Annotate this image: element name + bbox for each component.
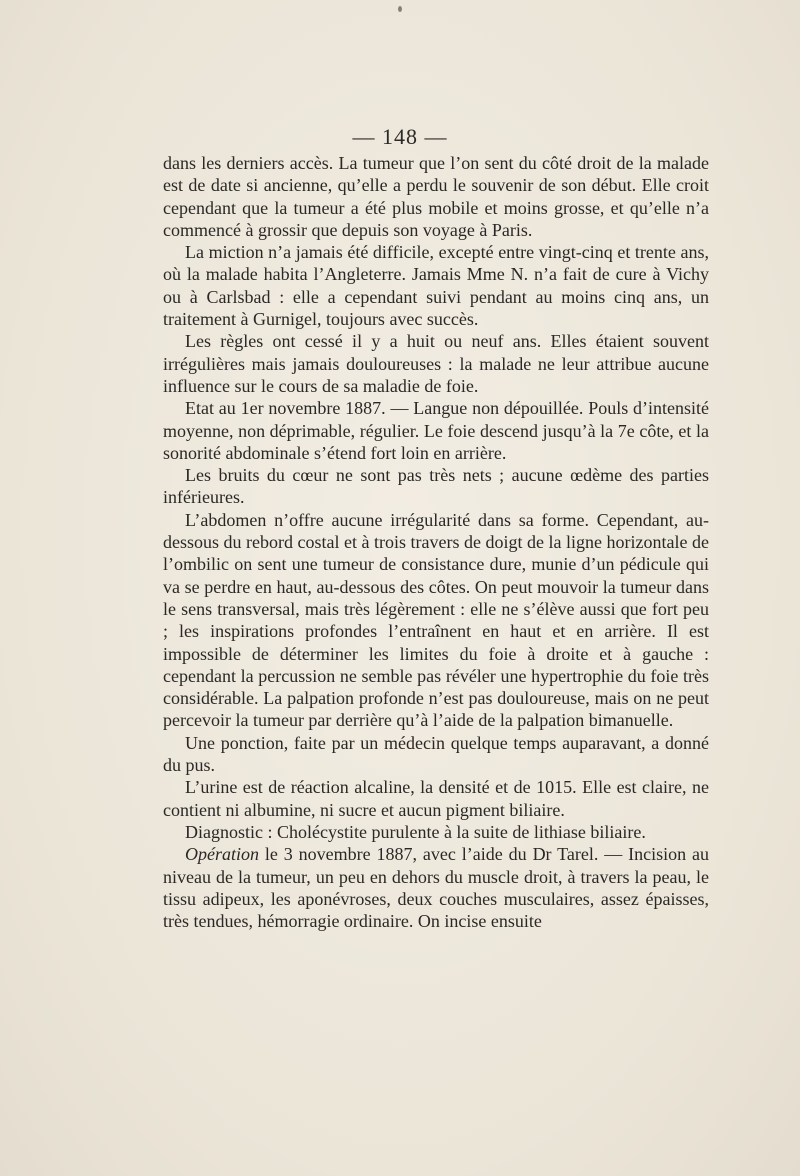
- paragraph: Une ponction, faite par un médecin quelque temps auparavant, a donné du pus.: [163, 732, 709, 776]
- page-number: — 148 —: [352, 124, 448, 149]
- paragraph: Les règles ont cessé il y a huit ou neuf ans. Elles étaient souvent irrégulières mais jamais douloureuses : la malade ne leur attribue aucune influence sur le cours de sa maladie de foie.: [163, 331, 709, 396]
- paragraph: La miction n’a jamais été difficile, excepté entre vingt-cinq et trente ans, où la malade habita l’Angleterre. Jamais Mme N. n’a fait de cure à Vichy ou à Carlsbad : elle a cependant suivi pendant au moins cinq ans, un traitement à Gurnigel, toujours avec succès.: [163, 242, 709, 330]
- operation-text: le 3 novembre 1887, avec l’aide du Dr Tarel. — Incision au niveau de la tumeur, un peu en dehors du muscle droit, à travers la peau, le tissu adipeux, les aponévroses, deux couches musculaires, assez épaisses, très tendues, hémorragie ordinaire. On incise ensuite: [163, 844, 709, 932]
- operation-label: Opération: [185, 844, 259, 865]
- paragraph: dans les derniers accès. La tumeur que l’on sent du côté droit de la malade est de date si ancienne, qu’elle a perdu le souvenir de son début. Elle croit cependant que la tumeur a été plus mobile et moins grosse, et qu’elle n’a commencé à grossir que depuis son voyage à Paris.: [163, 153, 709, 240]
- paragraph: L’abdomen n’offre aucune irrégularité dans sa forme. Cependant, au-dessous du rebord costal et à trois travers de doigt de la ligne horizontale de l’ombilic on sent une tumeur de consistance dure, munie d’un pédicule qui va se perdre en haut, au-dessous des côtes. On peut mouvoir la tumeur dans le sens transversal, mais très légèrement : elle ne s’élève aussi que fort peu ; les inspirations profondes l’entraînent en haut et en arrière. Il est impossible de déterminer les limites du foie à droite et à gauche : cependant la percussion ne semble pas révéler une hypertrophie du foie très considérable. La palpation profonde n’est pas douloureuse, mais on ne peut percevoir la tumeur par derrière qu’à l’aide de la palpation bimanuelle.: [163, 509, 709, 731]
- body-text: [163, 152, 709, 932]
- print-mark: [398, 6, 402, 12]
- paragraph: Les bruits du cœur ne sont pas très nets ; aucune œdème des parties inférieures.: [163, 465, 709, 508]
- paragraph: L’urine est de réaction alcaline, la densité et de 1015. Elle est claire, ne contient ni albumine, ni sucre et aucun pigment biliaire.: [163, 777, 709, 820]
- paragraph: Etat au 1er novembre 1887. — Langue non dépouillée. Pouls d’intensité moyenne, non déprimable, régulier. Le foie descend jusqu’à la 7e côte, et la sonorité abdominale s’étend fort loin en arrière.: [163, 398, 709, 463]
- paragraph: [163, 843, 709, 932]
- paragraph: Diagnostic : Cholécystite purulente à la suite de lithiase biliaire.: [185, 821, 646, 842]
